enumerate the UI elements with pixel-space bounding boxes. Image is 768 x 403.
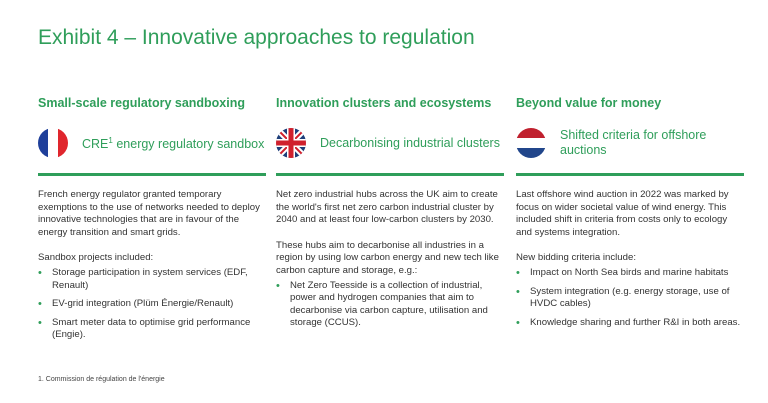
list-intro: Sandbox projects included: bbox=[38, 252, 154, 264]
divider bbox=[276, 173, 504, 176]
list-intro: These hubs aim to decarbonise all industries in a region by using low carbon energy and new tech like carbon capture and storage, e.g.: bbox=[276, 239, 499, 276]
list-item: • EV-grid integration (Plüm Énergie/Renault) bbox=[50, 298, 266, 311]
list-item: • Net Zero Teesside is a collection of industrial, power and hydrogen companies that aim to decarbonise via carbon capture, utilisation and storage (CCUS). bbox=[288, 280, 504, 330]
list-item: • Impact on North Sea birds and marine habitats bbox=[528, 267, 744, 280]
subheading-label: Shifted criteria for offshore auctions bbox=[560, 128, 707, 157]
column-beyond-value bbox=[516, 96, 744, 335]
description: Last offshore wind auction in 2022 was marked by focus on wider societal value of wind energy. This included shift in criteria from costs only to ecology and systems integration. bbox=[516, 189, 729, 238]
subheading-label: Decarbonising industrial clusters bbox=[320, 135, 500, 150]
list-item: • Knowledge sharing and further R&I in both areas. bbox=[528, 317, 744, 330]
list-item: • Smart meter data to optimise grid performance (Engie). bbox=[50, 317, 266, 342]
description: French energy regulator granted temporary exemptions to the use of networks needed to deploy innovative technologies that are in favour of the energy transition and smart grids. bbox=[38, 189, 260, 238]
divider bbox=[38, 173, 266, 176]
list-item: • Storage participation in system services (EDF, Renault) bbox=[50, 267, 266, 292]
page-title: Exhibit 4 – Innovative approaches to regulation bbox=[38, 26, 475, 49]
column-clusters bbox=[276, 96, 504, 336]
uk-flag-icon bbox=[276, 128, 306, 158]
divider bbox=[516, 173, 744, 176]
column-heading: Innovation clusters and ecosystems bbox=[276, 96, 492, 110]
list-item: • System integration (e.g. energy storage, use of HVDC cables) bbox=[528, 286, 744, 311]
subheading-row bbox=[516, 123, 744, 163]
description: Net zero industrial hubs across the UK aim to create the world's first net zero carbon industrial cluster by 2040 and at least four low-carbon clusters by 2030. bbox=[276, 189, 498, 226]
france-flag-icon bbox=[38, 128, 68, 158]
bullet-list bbox=[276, 280, 504, 330]
bullet-list bbox=[38, 267, 266, 342]
subheading-row bbox=[276, 123, 504, 163]
list-intro: New bidding criteria include: bbox=[516, 252, 636, 264]
bullet-list bbox=[516, 267, 744, 329]
column-sandboxing bbox=[38, 96, 266, 348]
netherlands-flag-icon bbox=[516, 128, 546, 158]
subheading-row bbox=[38, 123, 266, 163]
footnote: 1. Commission de régulation de l'énergie bbox=[38, 376, 165, 383]
column-heading: Small-scale regulatory sandboxing bbox=[38, 96, 246, 110]
subheading-label: CRE$^1$ energy regulatory sandbox bbox=[82, 136, 265, 152]
column-heading: Beyond value for money bbox=[516, 96, 662, 110]
